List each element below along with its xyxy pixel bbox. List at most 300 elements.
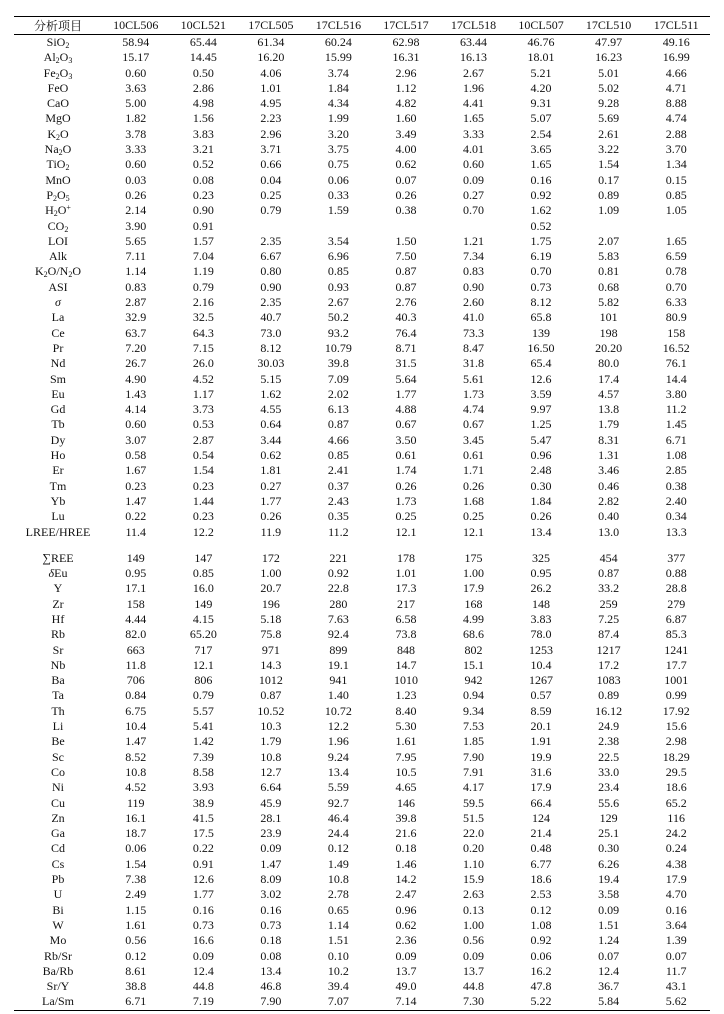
value-cell: 149	[194, 596, 213, 611]
value-cell: 0.75	[327, 157, 349, 172]
value-cell: 0.92	[327, 566, 349, 581]
value-cell: 0.73	[530, 279, 552, 294]
value-cell: 7.09	[327, 371, 349, 386]
value-cell: 32.5	[192, 310, 214, 325]
value-cell: 4.88	[395, 402, 417, 417]
value-cell: 8.31	[598, 432, 620, 447]
value-cell: 1253	[529, 642, 554, 657]
value-cell: 26.0	[192, 356, 214, 371]
value-cell: 0.38	[665, 478, 687, 493]
value-cell: 32.9	[125, 310, 147, 325]
value-cell: 17.1	[125, 581, 147, 596]
value-cell: 16.13	[460, 50, 487, 65]
row-label: σ	[55, 295, 61, 310]
value-cell: 2.41	[327, 463, 349, 478]
value-cell: 2.53	[530, 887, 552, 902]
value-cell: 3.80	[665, 386, 687, 401]
table-row	[14, 356, 710, 371]
value-cell: 0.83	[463, 264, 484, 279]
value-cell: 198	[599, 325, 618, 340]
value-cell: 802	[464, 642, 483, 657]
value-cell: 10.8	[125, 764, 147, 779]
value-cell: 0.09	[192, 948, 214, 963]
value-cell: 5.15	[260, 371, 282, 386]
value-cell: 0.26	[395, 478, 417, 493]
value-cell: 16.2	[530, 963, 552, 978]
value-cell: 5.02	[598, 80, 620, 95]
value-cell: 139	[532, 325, 551, 340]
value-cell: 3.45	[463, 432, 484, 447]
value-cell: 49.0	[395, 979, 417, 994]
value-cell: 1.15	[125, 902, 147, 917]
value-cell: 3.70	[665, 142, 687, 157]
row-label: LREE/HREE	[25, 524, 91, 539]
value-cell: 6.77	[530, 856, 552, 871]
table-row	[14, 551, 710, 566]
value-cell: 2.23	[260, 111, 282, 126]
value-cell: 13.4	[260, 963, 282, 978]
value-cell: 1.00	[463, 566, 484, 581]
value-cell: 146	[396, 795, 415, 810]
value-cell: 15.1	[463, 657, 484, 672]
value-cell: 7.04	[192, 249, 214, 264]
table-row	[14, 433, 710, 448]
value-cell: 178	[396, 550, 415, 565]
value-cell: 8.59	[530, 703, 552, 718]
value-cell: 3.44	[260, 432, 282, 447]
value-cell: 4.71	[665, 80, 687, 95]
value-cell: 0.40	[598, 509, 620, 524]
value-cell: 65.44	[189, 35, 217, 49]
value-cell: 377	[667, 550, 686, 565]
value-cell: 10.3	[260, 719, 282, 734]
value-cell: 0.79	[192, 688, 214, 703]
value-cell: 4.15	[192, 611, 214, 626]
value-cell: 5.41	[192, 719, 214, 734]
value-cell: 75.8	[260, 627, 282, 642]
value-cell: 149	[126, 550, 145, 565]
value-cell: 0.22	[125, 509, 147, 524]
value-cell: 0.73	[192, 917, 214, 932]
value-cell: 6.19	[530, 249, 552, 264]
value-cell: 80.9	[665, 310, 687, 325]
table-row	[14, 448, 710, 463]
value-cell: 92.7	[327, 795, 349, 810]
table-header	[14, 17, 710, 35]
value-cell: 0.89	[598, 187, 620, 202]
row-label: Er	[52, 463, 64, 478]
row-label: La	[51, 310, 65, 325]
value-cell: 17.9	[463, 581, 484, 596]
value-cell: 4.44	[125, 611, 147, 626]
value-cell: 18.6	[665, 780, 687, 795]
value-cell: 1001	[664, 673, 689, 688]
row-label: U	[53, 887, 63, 902]
value-cell: 1.85	[463, 734, 484, 749]
value-cell: 8.52	[125, 749, 147, 764]
value-cell: 4.41	[463, 96, 484, 111]
value-cell: 63.44	[460, 35, 487, 49]
value-cell: 61.34	[257, 35, 285, 49]
value-cell: 12.1	[395, 524, 417, 539]
value-cell: 0.87	[260, 688, 282, 703]
value-cell	[237, 219, 305, 234]
value-cell: 38.8	[125, 979, 147, 994]
value-cell: 4.01	[463, 142, 484, 157]
value-cell: 8.12	[530, 295, 552, 310]
value-cell: 10.8	[327, 872, 349, 887]
value-cell: 0.12	[327, 841, 349, 856]
value-cell: 7.39	[192, 749, 214, 764]
value-cell: 6.71	[102, 994, 170, 1010]
value-cell: 4.57	[598, 386, 620, 401]
value-cell: 706	[126, 673, 145, 688]
row-label: Hf	[51, 611, 65, 626]
table-row	[14, 463, 710, 478]
value-cell: 11.2	[665, 402, 687, 417]
value-cell: 13.4	[327, 764, 349, 779]
value-cell: 16.1	[125, 810, 147, 825]
header-sample-2: 17CL505	[237, 17, 305, 35]
value-cell: 0.26	[260, 509, 282, 524]
value-cell: 1.99	[327, 111, 349, 126]
value-cell: 4.52	[192, 371, 214, 386]
value-cell: 3.65	[530, 142, 552, 157]
value-cell: 1.08	[665, 448, 687, 463]
row-label: Tm	[49, 478, 67, 493]
value-cell: 0.87	[395, 279, 417, 294]
value-cell: 1.54	[125, 856, 147, 871]
value-cell: 1.51	[598, 917, 620, 932]
table-row	[14, 750, 710, 765]
row-label: Ce	[51, 325, 65, 340]
value-cell: 2.88	[665, 126, 687, 141]
value-cell: 76.1	[665, 356, 687, 371]
value-cell: 1.01	[260, 80, 282, 95]
value-cell: 40.3	[395, 310, 417, 325]
value-cell: 2.61	[598, 126, 620, 141]
table-row	[14, 673, 710, 688]
value-cell: 31.5	[395, 356, 417, 371]
value-cell: 4.95	[260, 96, 282, 111]
value-cell: 0.80	[260, 264, 282, 279]
value-cell: 2.96	[395, 65, 417, 80]
value-cell: 0.26	[463, 478, 484, 493]
table-row	[14, 734, 710, 749]
value-cell: 0.15	[665, 172, 687, 187]
row-label: Gd	[50, 402, 66, 417]
value-cell: 19.4	[598, 872, 620, 887]
value-cell: 14.2	[395, 872, 417, 887]
value-cell: 26.2	[530, 581, 552, 596]
value-cell: 0.79	[192, 279, 214, 294]
value-cell: 3.71	[260, 142, 282, 157]
table-row	[14, 597, 710, 612]
table-row	[14, 979, 710, 994]
value-cell: 47.97	[595, 35, 623, 49]
value-cell: 0.65	[327, 902, 349, 917]
value-cell: 7.07	[305, 994, 373, 1010]
value-cell: 158	[667, 325, 686, 340]
value-cell: 23.9	[260, 826, 282, 841]
table-row	[14, 417, 710, 432]
value-cell: 0.84	[125, 688, 147, 703]
table-row	[14, 234, 710, 249]
table-row	[14, 188, 710, 203]
value-cell: 0.09	[598, 902, 620, 917]
value-cell: 51.5	[463, 810, 484, 825]
table-row	[14, 249, 710, 264]
value-cell: 0.25	[463, 509, 484, 524]
value-cell: 971	[261, 642, 280, 657]
table-row	[14, 127, 710, 142]
row-label: $K_2O$	[47, 126, 69, 142]
value-cell: 2.47	[395, 887, 417, 902]
table-row	[14, 780, 710, 795]
value-cell: 1.43	[125, 386, 147, 401]
value-cell: 44.8	[463, 979, 484, 994]
value-cell: 26.7	[125, 356, 147, 371]
value-cell: 17.92	[662, 703, 690, 718]
value-cell: 0.81	[598, 264, 620, 279]
value-cell: 2.35	[260, 233, 282, 248]
value-cell: 47.8	[530, 979, 552, 994]
value-cell: 0.94	[463, 688, 484, 703]
value-cell: 43.1	[665, 979, 687, 994]
value-cell: 2.48	[530, 463, 552, 478]
value-cell: 5.59	[327, 780, 349, 795]
value-cell: 4.00	[395, 142, 417, 157]
value-cell: 68.6	[463, 627, 484, 642]
value-cell: 4.14	[125, 402, 147, 417]
value-cell: 1.79	[260, 734, 282, 749]
value-cell: 58.94	[122, 35, 150, 49]
value-cell: 175	[464, 550, 483, 565]
value-cell: 1.17	[192, 386, 214, 401]
value-cell: 62.98	[392, 35, 420, 49]
table-row	[14, 719, 710, 734]
row-label: Dy	[50, 432, 66, 447]
value-cell: 0.56	[463, 933, 484, 948]
value-cell: 806	[194, 673, 213, 688]
value-cell: 6.26	[598, 856, 620, 871]
value-cell: 0.07	[395, 172, 417, 187]
value-cell: 1.10	[463, 856, 484, 871]
value-cell: 1.47	[125, 734, 147, 749]
row-label: Cs	[51, 856, 65, 871]
value-cell: 1217	[596, 642, 621, 657]
value-cell: 0.07	[598, 948, 620, 963]
value-cell: 2.16	[192, 295, 214, 310]
value-cell: 4.98	[192, 96, 214, 111]
value-cell: 0.96	[395, 902, 417, 917]
value-cell: 3.33	[125, 142, 147, 157]
value-cell	[642, 219, 710, 234]
value-cell: 1.65	[530, 157, 552, 172]
value-cell: 0.60	[463, 157, 484, 172]
value-cell: 1.24	[598, 933, 620, 948]
value-cell: 45.9	[260, 795, 282, 810]
value-cell: 80.0	[598, 356, 620, 371]
value-cell: 0.62	[260, 448, 282, 463]
value-cell: 60.24	[324, 35, 352, 49]
table-row	[14, 566, 710, 581]
value-cell: 2.49	[125, 887, 147, 902]
value-cell: 2.02	[327, 386, 349, 401]
value-cell: 0.89	[598, 688, 620, 703]
value-cell: 3.33	[463, 126, 484, 141]
value-cell: 0.06	[327, 172, 349, 187]
value-cell: 22.0	[463, 826, 484, 841]
value-cell: 0.96	[530, 448, 552, 463]
value-cell: 4.38	[665, 856, 687, 871]
value-cell: 0.13	[463, 902, 484, 917]
value-cell: 0.34	[665, 509, 687, 524]
value-cell: 31.8	[463, 356, 484, 371]
value-cell: 0.33	[327, 187, 349, 202]
value-cell: 31.6	[530, 764, 552, 779]
value-cell: 2.67	[463, 65, 484, 80]
value-cell: 65.20	[189, 627, 217, 642]
value-cell: 17.3	[395, 581, 417, 596]
value-cell: 0.48	[530, 841, 552, 856]
value-cell: 24.9	[598, 719, 620, 734]
header-row	[14, 17, 710, 35]
value-cell: 1.91	[530, 734, 552, 749]
value-cell: 0.09	[260, 841, 282, 856]
value-cell: 3.20	[327, 126, 349, 141]
value-cell: 0.12	[530, 902, 552, 917]
value-cell: 15.9	[463, 872, 484, 887]
value-cell: 0.90	[463, 279, 484, 294]
value-cell: 16.52	[662, 340, 690, 355]
value-cell: 0.95	[530, 566, 552, 581]
value-cell: 0.91	[192, 856, 214, 871]
value-cell: 124	[532, 810, 551, 825]
row-label: Mo	[49, 933, 67, 948]
value-cell: 454	[599, 550, 618, 565]
value-cell: 2.85	[665, 463, 687, 478]
table-row	[14, 612, 710, 627]
value-cell: 82.0	[125, 627, 147, 642]
row-label: LOI	[48, 233, 68, 248]
value-cell: 1.77	[395, 386, 417, 401]
value-cell: 1.73	[395, 493, 417, 508]
value-cell: 3.50	[395, 432, 417, 447]
value-cell: 0.20	[463, 841, 484, 856]
value-cell: 12.4	[192, 963, 214, 978]
table-row	[14, 264, 710, 279]
row-label: Zr	[52, 596, 64, 611]
value-cell: 65.2	[665, 795, 687, 810]
value-cell: 33.2	[598, 581, 620, 596]
value-cell: 0.90	[192, 203, 214, 218]
table-row	[14, 111, 710, 126]
header-sample-0: 10CL506	[102, 17, 170, 35]
value-cell: 1.84	[327, 80, 349, 95]
value-cell: 101	[599, 310, 618, 325]
value-cell: 13.7	[463, 963, 484, 978]
value-cell: 39.8	[395, 810, 417, 825]
value-cell: 0.12	[125, 948, 147, 963]
value-cell: 0.78	[665, 264, 687, 279]
value-cell: 76.4	[395, 325, 417, 340]
value-cell: 12.7	[260, 764, 282, 779]
value-cell: 1.00	[260, 566, 282, 581]
value-cell: 2.76	[395, 295, 417, 310]
value-cell: 0.16	[530, 172, 552, 187]
value-cell: 1.50	[395, 233, 417, 248]
value-cell: 8.88	[665, 96, 687, 111]
value-cell: 2.14	[125, 203, 147, 218]
row-label: Li	[52, 719, 64, 734]
value-cell: 16.31	[392, 50, 420, 65]
value-cell: 8.09	[260, 872, 282, 887]
value-cell: 0.95	[125, 566, 147, 581]
value-cell: 10.72	[324, 703, 352, 718]
value-cell: 1.47	[125, 493, 147, 508]
table-row	[14, 841, 710, 856]
value-cell: 0.22	[192, 841, 214, 856]
value-cell: 2.96	[260, 126, 282, 141]
value-cell: 1241	[664, 642, 689, 657]
value-cell: 10.4	[530, 657, 552, 672]
group-spacer	[14, 540, 710, 551]
table-row	[14, 796, 710, 811]
value-cell: 4.65	[395, 780, 417, 795]
value-cell: 64.3	[192, 325, 214, 340]
value-cell: 16.12	[595, 703, 623, 718]
value-cell: 1.62	[260, 386, 282, 401]
value-cell: 1.81	[260, 463, 282, 478]
table-row	[14, 525, 710, 540]
value-cell: 7.20	[125, 340, 147, 355]
value-cell: 9.31	[530, 96, 552, 111]
value-cell: 0.09	[395, 948, 417, 963]
value-cell: 73.8	[395, 627, 417, 642]
value-cell: 13.8	[598, 402, 620, 417]
value-cell: 147	[194, 550, 213, 565]
value-cell: 50.2	[327, 310, 349, 325]
value-cell: 12.1	[192, 657, 214, 672]
value-cell: 2.86	[192, 80, 214, 95]
value-cell: 3.83	[530, 611, 552, 626]
value-cell: 2.36	[395, 933, 417, 948]
value-cell: 1.12	[395, 80, 417, 95]
value-cell: 4.34	[327, 96, 349, 111]
header-sample-3: 17CL516	[305, 17, 373, 35]
value-cell: 1.08	[530, 917, 552, 932]
value-cell: 1.56	[192, 111, 214, 126]
value-cell: 4.74	[463, 402, 484, 417]
value-cell: 168	[464, 596, 483, 611]
value-cell: 4.82	[395, 96, 417, 111]
value-cell: 1.19	[192, 264, 214, 279]
value-cell: 3.49	[395, 126, 417, 141]
table-row	[14, 341, 710, 356]
value-cell: 17.9	[530, 780, 552, 795]
table-row	[14, 933, 710, 948]
value-cell: 0.08	[192, 172, 214, 187]
value-cell: 59.5	[463, 795, 484, 810]
value-cell: 4.70	[665, 887, 687, 902]
value-cell: 66.4	[530, 795, 552, 810]
value-cell: 1.39	[665, 933, 687, 948]
table-row	[14, 826, 710, 841]
value-cell: 0.67	[395, 417, 417, 432]
row-label: SiO$_2$	[46, 35, 70, 50]
value-cell: 1267	[529, 673, 554, 688]
